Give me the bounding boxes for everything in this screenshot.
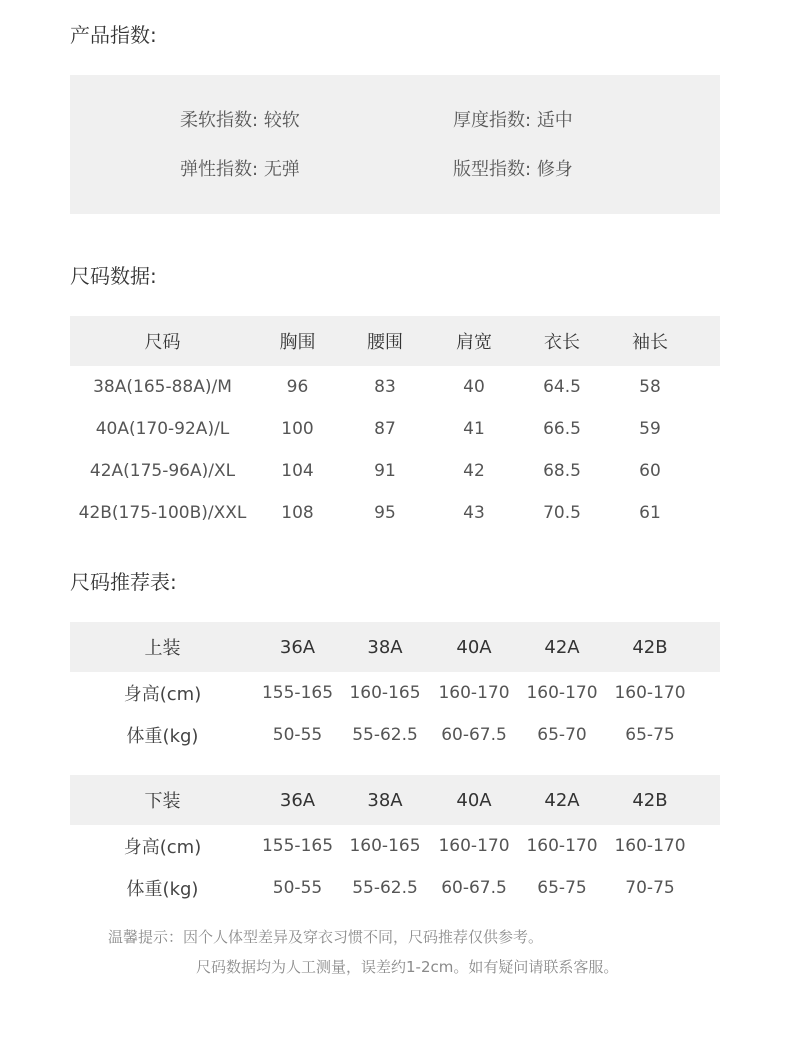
softness-index xyxy=(180,110,300,132)
table-cell: 160-170 xyxy=(438,683,510,703)
table-cell: 70-75 xyxy=(625,878,675,898)
table-cell: 160-170 xyxy=(614,683,686,703)
header-cell: 上装 xyxy=(144,638,181,659)
table-cell: 55-62.5 xyxy=(352,878,418,898)
header-cell: 袖长 xyxy=(632,332,668,353)
table-cell: 160-165 xyxy=(349,836,421,856)
table-cell: 64.5 xyxy=(543,377,581,397)
table-cell: 42A(175-96A)/XL xyxy=(89,461,236,481)
table-cell: 59 xyxy=(639,419,661,439)
table-cell: 身高(cm) xyxy=(123,837,202,858)
elasticity-index xyxy=(180,159,300,181)
header-cell: 36A xyxy=(279,789,316,811)
table-cell: 160-170 xyxy=(526,683,598,703)
index-label: 版型指数: xyxy=(453,159,532,180)
table-cell: 65-75 xyxy=(625,725,675,745)
table-row xyxy=(70,408,720,450)
table-cell: 87 xyxy=(374,419,396,439)
notice-line-2: 尺码数据均为人工测量，误差约1-2cm。如有疑问请联系客服。 xyxy=(196,958,619,976)
table-cell: 160-170 xyxy=(526,836,598,856)
product-index-title: 产品指数: xyxy=(70,23,157,47)
table-cell: 108 xyxy=(281,503,314,523)
bottom-wear-recommend-table xyxy=(70,775,720,909)
table-cell: 60 xyxy=(639,461,661,481)
index-value: 修身 xyxy=(536,159,573,180)
header-cell: 下装 xyxy=(144,791,181,812)
table-cell: 160-170 xyxy=(438,836,510,856)
header-cell: 36A xyxy=(279,636,316,658)
header-cell: 38A xyxy=(367,789,403,811)
table-row xyxy=(70,825,720,867)
table-cell: 50-55 xyxy=(272,878,323,898)
table-cell: 60-67.5 xyxy=(441,725,507,745)
table-cell: 104 xyxy=(281,461,314,481)
table-cell: 60-67.5 xyxy=(441,878,507,898)
table-row xyxy=(70,672,720,714)
table-row xyxy=(70,714,720,756)
table-cell: 100 xyxy=(281,419,314,439)
table-row xyxy=(70,867,720,909)
table-cell: 50-55 xyxy=(272,725,323,745)
table-cell: 58 xyxy=(639,377,661,397)
index-value: 无弹 xyxy=(263,159,300,180)
top-wear-recommend-table xyxy=(70,622,720,756)
table-header-row xyxy=(70,316,720,366)
table-cell: 61 xyxy=(639,503,661,523)
header-cell: 肩宽 xyxy=(456,332,492,353)
size-recommend-title: 尺码推荐表: xyxy=(70,570,177,594)
table-cell: 43 xyxy=(463,503,485,523)
header-cell: 42B xyxy=(632,636,668,658)
table-cell: 83 xyxy=(374,377,396,397)
table-row xyxy=(70,450,720,492)
notice-line-1: 温馨提示：因个人体型差异及穿衣习惯不同，尺码推荐仅供参考。 xyxy=(108,928,544,946)
table-cell: 160-170 xyxy=(614,836,686,856)
table-row xyxy=(70,492,720,534)
thickness-index xyxy=(453,110,573,132)
table-cell: 体重(kg) xyxy=(126,879,199,900)
size-data-title: 尺码数据: xyxy=(70,264,157,288)
table-cell: 38A(165-88A)/M xyxy=(93,377,232,397)
table-cell: 身高(cm) xyxy=(123,684,202,705)
index-value: 较软 xyxy=(263,110,300,131)
header-cell: 尺码 xyxy=(144,332,181,353)
table-cell: 70.5 xyxy=(543,503,581,523)
table-cell: 95 xyxy=(374,503,396,523)
product-index-panel xyxy=(70,75,720,214)
table-cell: 65-70 xyxy=(537,725,587,745)
table-header-row xyxy=(70,775,720,825)
table-cell: 96 xyxy=(286,377,309,397)
table-cell: 42 xyxy=(463,461,485,481)
header-cell: 胸围 xyxy=(279,332,316,353)
table-cell: 41 xyxy=(463,419,485,439)
table-cell: 55-62.5 xyxy=(352,725,418,745)
index-label: 柔软指数: xyxy=(180,110,259,131)
table-cell: 40 xyxy=(463,377,485,397)
table-cell: 91 xyxy=(374,461,396,481)
table-cell: 66.5 xyxy=(543,419,581,439)
header-cell: 衣长 xyxy=(544,332,580,353)
table-cell: 155-165 xyxy=(261,683,334,703)
header-cell: 38A xyxy=(367,636,403,658)
table-cell: 65-75 xyxy=(537,878,587,898)
table-cell: 68.5 xyxy=(543,461,581,481)
size-data-table xyxy=(70,316,720,534)
index-label: 厚度指数: xyxy=(453,110,532,131)
table-cell: 155-165 xyxy=(261,836,334,856)
table-cell: 体重(kg) xyxy=(126,726,199,747)
index-value: 适中 xyxy=(536,110,573,131)
table-cell: 42B(175-100B)/XXL xyxy=(78,503,247,523)
header-cell: 40A xyxy=(456,789,492,811)
header-cell: 42B xyxy=(632,789,668,811)
index-label: 弹性指数: xyxy=(180,159,259,180)
header-cell: 40A xyxy=(456,636,492,658)
header-cell: 腰围 xyxy=(367,332,403,353)
table-row xyxy=(70,366,720,408)
header-cell: 42A xyxy=(544,636,580,658)
fit-index xyxy=(453,159,573,181)
table-cell: 40A(170-92A)/L xyxy=(95,419,230,439)
table-header-row xyxy=(70,622,720,672)
header-cell: 42A xyxy=(544,789,580,811)
table-cell: 160-165 xyxy=(349,683,421,703)
